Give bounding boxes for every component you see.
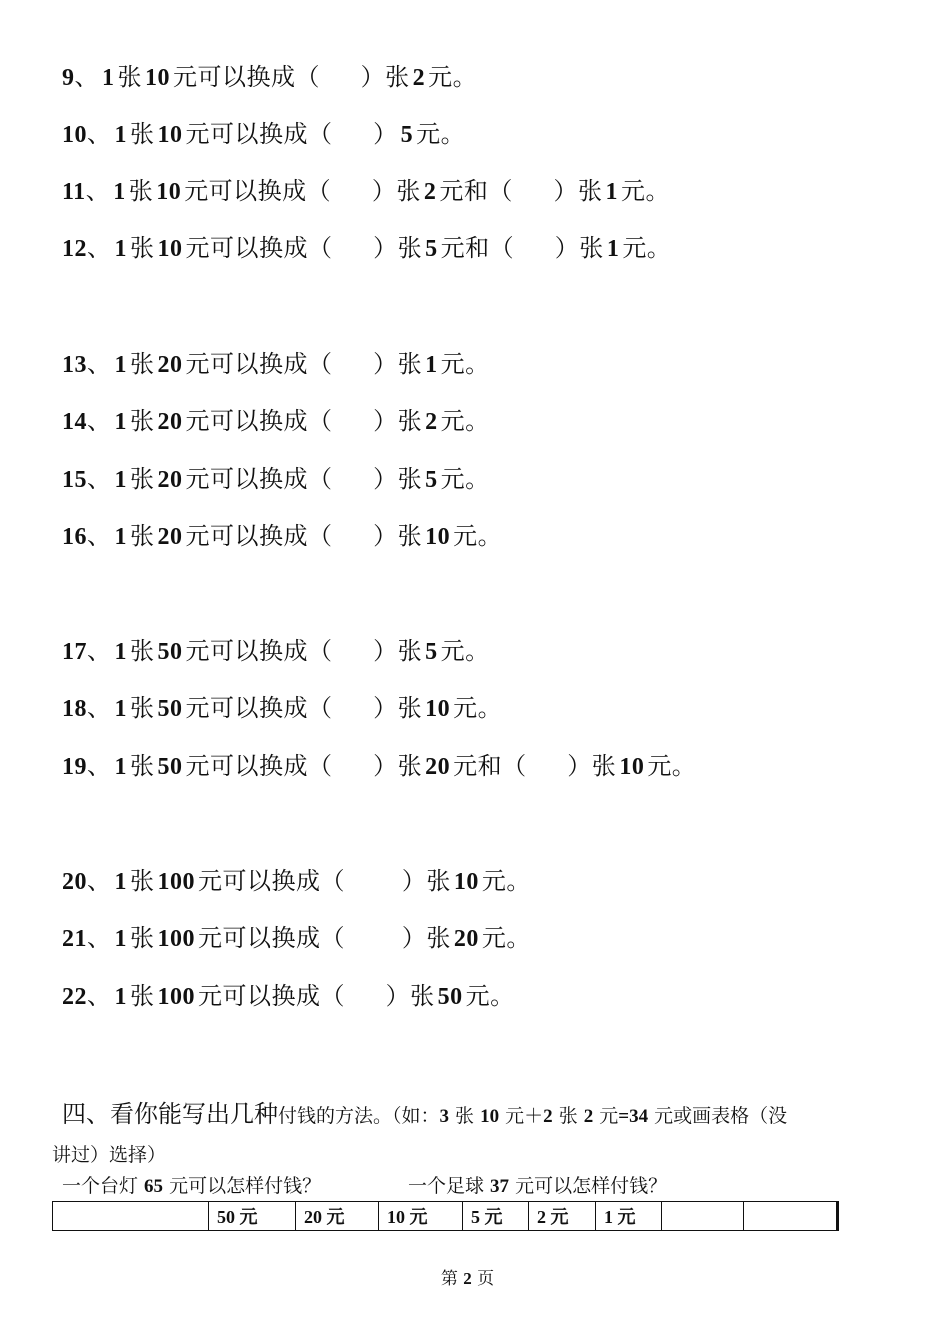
amount-number: 2 [412, 65, 426, 91]
question-number: 10 [62, 122, 87, 148]
question-text: 元。 [416, 120, 466, 148]
amount-number: 1 [114, 122, 127, 148]
example-text: 张 [449, 1105, 481, 1127]
question-separator: 、 [87, 924, 112, 952]
question-number: 20 [62, 869, 87, 895]
lamp-question [62, 1174, 321, 1199]
question-text: 张 [128, 177, 154, 205]
question-separator: 、 [87, 407, 112, 435]
amount-number: 20 [157, 409, 183, 435]
question-18 [62, 693, 502, 724]
question-text: 元可以换成（ ） [185, 120, 398, 148]
question-number: 15 [62, 467, 87, 493]
question-number: 11 [62, 179, 86, 205]
question-number: 12 [62, 236, 87, 262]
question-text: 元和（ ）张 [440, 234, 604, 262]
question-text: 元。 [428, 63, 478, 91]
question-text: 张 [130, 924, 155, 952]
question-text: 元可以换成（ ）张 [198, 982, 435, 1010]
amount-number: 10 [619, 754, 645, 780]
amount-number: 20 [425, 754, 451, 780]
question-text: 张 [130, 234, 155, 262]
question-number: 17 [62, 639, 87, 665]
amount-number: 1 [114, 696, 127, 722]
question-text: 元。 [621, 177, 670, 205]
question-17 [62, 636, 490, 667]
question-12 [62, 233, 671, 264]
question-20 [62, 866, 531, 897]
table-cell-1-yuan: 1 元 [596, 1202, 662, 1231]
question-number: 22 [62, 984, 87, 1010]
question-text: 元。 [440, 407, 490, 435]
example-text: 元或画表格（没 [648, 1105, 788, 1127]
amount-number: 10 [425, 696, 451, 722]
question-text: 元和（ ）张 [439, 177, 603, 205]
question-text: 张 [130, 867, 155, 895]
question-text: 张 [130, 522, 155, 550]
question-number: 13 [62, 352, 87, 378]
question-text: 元可以换成（ ）张 [185, 522, 423, 550]
question-text: 元可以换成（ ）张 [173, 63, 410, 91]
amount-number: 2 [425, 409, 438, 435]
question-separator: 、 [87, 637, 112, 665]
question-separator: 、 [87, 522, 112, 550]
amount-number: 1 [425, 352, 438, 378]
page-label: 页 [471, 1269, 495, 1289]
amount-number: 1 [114, 352, 127, 378]
amount-number: 1 [114, 236, 127, 262]
question-text: 元可以换成（ ）张 [198, 867, 451, 895]
table-cell-blank[interactable] [53, 1202, 209, 1231]
question-text: 元。 [453, 694, 503, 722]
question-number: 19 [62, 754, 87, 780]
amount-number: 10 [157, 122, 183, 148]
question-text: 元可以怎样付钱？ [509, 1175, 668, 1197]
amount-number: 2 [423, 179, 437, 205]
amount-number: 10 [453, 869, 479, 895]
amount-number: 1 [114, 467, 127, 493]
amount-number: 1 [102, 65, 115, 91]
amount-number: 10 [145, 65, 170, 91]
amount-number: 5 [425, 467, 438, 493]
question-text: 元。 [440, 350, 490, 378]
question-13 [62, 349, 490, 380]
question-text: 元可以怎样付钱？ [163, 1175, 322, 1197]
question-number: 21 [62, 926, 87, 952]
question-text: 张 [130, 407, 155, 435]
example-text: 元＋ [499, 1105, 544, 1127]
question-text: 元可以换成（ ）张 [185, 350, 423, 378]
question-text: 元。 [481, 924, 531, 952]
example-number: 2 [543, 1106, 553, 1127]
amount-number: 1 [113, 179, 126, 205]
question-text: 张 [130, 350, 155, 378]
question-text: 元和（ ）张 [453, 752, 617, 780]
question-separator: 、 [87, 234, 112, 262]
amount-number: 50 [437, 984, 463, 1010]
amount-number: 20 [453, 926, 479, 952]
table-cell-blank[interactable] [744, 1202, 838, 1231]
question-number: 14 [62, 409, 87, 435]
question-text: 张 [130, 982, 155, 1010]
amount-number: 10 [425, 524, 451, 550]
table-cell-5-yuan: 5 元 [463, 1202, 529, 1231]
page-number-value: 2 [463, 1269, 472, 1288]
question-separator: 、 [85, 177, 111, 205]
question-text: 张 [117, 63, 142, 91]
amount-number: 1 [605, 179, 618, 205]
question-text: 元可以换成（ ）张 [185, 637, 423, 665]
question-text: 张 [130, 637, 155, 665]
amount-number: 100 [157, 869, 195, 895]
question-11 [62, 176, 670, 207]
question-separator: 、 [87, 752, 112, 780]
amount-number: 50 [157, 639, 183, 665]
question-text: 元。 [622, 234, 672, 262]
amount-number: 20 [157, 352, 183, 378]
question-text: 元。 [465, 982, 515, 1010]
amount-number: 1 [114, 926, 127, 952]
amount-number: 1 [114, 409, 127, 435]
amount-number: 1 [606, 236, 620, 262]
question-22 [62, 981, 515, 1012]
question-number: 16 [62, 524, 87, 550]
question-text: 张 [130, 752, 155, 780]
example-number: =34 [618, 1106, 649, 1127]
example-text: 张 [552, 1105, 584, 1127]
example-text: 元 [593, 1105, 619, 1127]
question-separator: 、 [87, 982, 112, 1010]
question-text: 元可以换成（ ）张 [185, 234, 423, 262]
table-cell-2-yuan: 2 元 [529, 1202, 596, 1231]
table-cell-10-yuan: 10 元 [379, 1202, 463, 1231]
question-text: 元。 [453, 522, 503, 550]
amount-number: 5 [400, 122, 414, 148]
question-text: 元可以换成（ ）张 [198, 924, 451, 952]
question-text: 元。 [440, 465, 490, 493]
amount-number: 20 [157, 524, 183, 550]
amount-number: 1 [114, 869, 127, 895]
question-text: 元可以换成（ ）张 [185, 752, 423, 780]
section-title-example [278, 1105, 787, 1127]
question-separator: 、 [87, 350, 112, 378]
amount-number: 10 [157, 236, 183, 262]
amount-number: 1 [114, 984, 127, 1010]
question-text: 元。 [647, 752, 697, 780]
question-text: 一个足球 [408, 1175, 491, 1197]
question-separator: 、 [87, 465, 112, 493]
amount-number: 100 [157, 984, 195, 1010]
page-label: 第 [440, 1269, 464, 1289]
question-number: 65 [144, 1176, 164, 1197]
question-text: 元可以换成（ ）张 [185, 407, 423, 435]
question-separator: 、 [87, 867, 112, 895]
amount-number: 5 [425, 639, 438, 665]
question-number: 9 [62, 65, 75, 91]
amount-number: 50 [157, 754, 183, 780]
example-number: 2 [583, 1106, 594, 1127]
table-cell-blank[interactable] [662, 1202, 744, 1231]
payment-table [52, 1201, 839, 1231]
question-number: 37 [490, 1176, 510, 1197]
amount-number: 1 [114, 524, 127, 550]
amount-number: 100 [157, 926, 195, 952]
question-9 [62, 62, 477, 93]
question-separator: 、 [87, 120, 112, 148]
section-4-title [62, 1098, 787, 1133]
question-text: 元。 [440, 637, 490, 665]
table-cell-50-yuan: 50 元 [209, 1202, 296, 1231]
example-intro: 付钱的方法。（如： [278, 1105, 440, 1127]
question-separator: 、 [74, 63, 99, 91]
table-cell-20-yuan: 20 元 [296, 1202, 379, 1231]
question-10 [62, 119, 465, 150]
question-text: 元可以换成（ ）张 [185, 465, 423, 493]
question-text: 元可以换成（ ）张 [184, 177, 421, 205]
section-title-text: 四、看你能写出几种 [62, 1100, 278, 1128]
question-text: 元。 [481, 867, 531, 895]
question-text: 张 [130, 120, 155, 148]
amount-number: 1 [114, 754, 127, 780]
question-text: 张 [130, 694, 155, 722]
question-16 [62, 521, 502, 552]
page-number [0, 1264, 935, 1289]
amount-number: 20 [157, 467, 183, 493]
question-19 [62, 751, 696, 782]
amount-number: 50 [157, 696, 183, 722]
example-number: 10 [480, 1106, 500, 1127]
amount-number: 10 [156, 179, 182, 205]
amount-number: 5 [425, 236, 438, 262]
amount-number: 1 [114, 639, 127, 665]
question-15 [62, 464, 490, 495]
question-text: 元可以换成（ ）张 [185, 694, 423, 722]
question-separator: 、 [87, 694, 112, 722]
example-number: 3 [439, 1106, 450, 1127]
question-21 [62, 923, 531, 954]
question-number: 18 [62, 696, 87, 722]
question-text: 张 [130, 465, 155, 493]
football-question [408, 1174, 667, 1199]
question-14 [62, 406, 490, 437]
question-text: 一个台灯 [62, 1175, 145, 1197]
payment-table-header-row [53, 1202, 838, 1231]
section-4-title-continued: 讲过）选择） [52, 1144, 167, 1166]
